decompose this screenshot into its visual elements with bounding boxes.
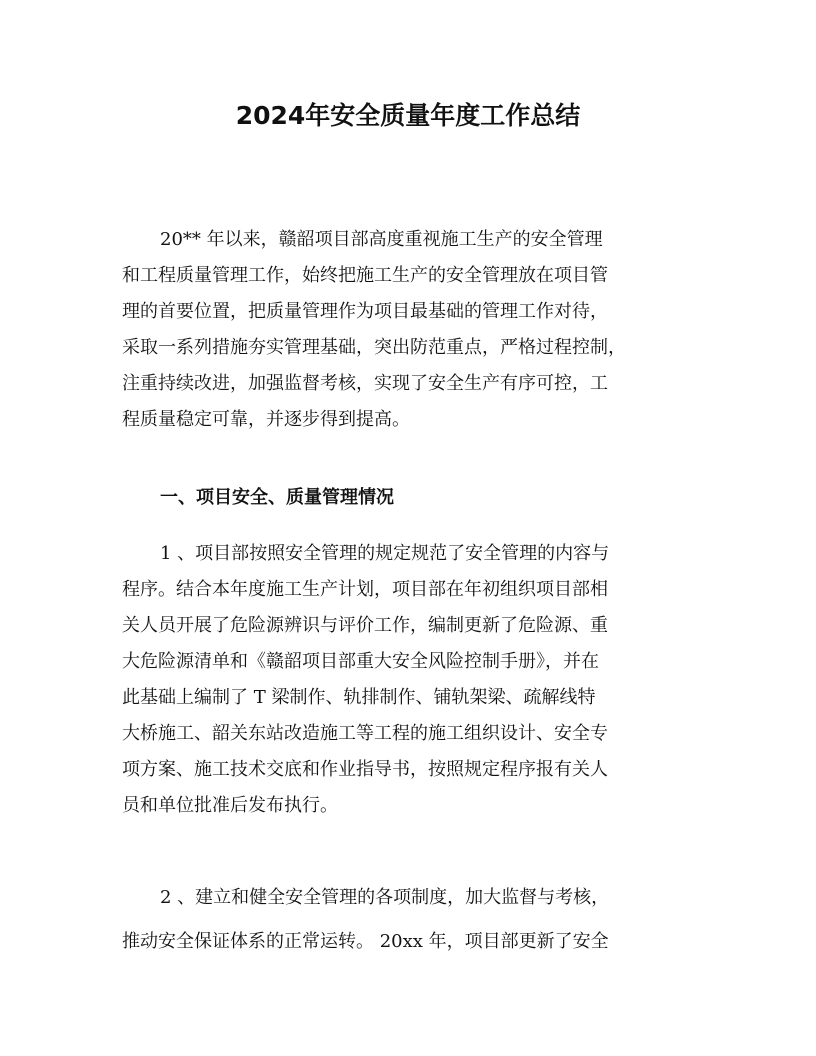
paragraph-line: 程序。结合本年度施工生产计划，项目部在年初组织项目部相 (122, 579, 608, 600)
paragraph-line: 注重持续改进，加强监督考核，实现了安全生产有序可控，工 (122, 373, 608, 394)
paragraph-line: 推动安全保证体系的正常运转。 20xx 年，项目部更新了安全 (122, 931, 609, 952)
paragraph-line: 程质量稳定可靠，并逐步得到提高。 (122, 409, 410, 430)
paragraph-line: 理的首要位置，把质量管理作为项目最基础的管理工作对待， (122, 301, 608, 322)
paragraph-line: 员和单位批准后发布执行。 (122, 795, 338, 816)
paragraph-line: 采取一系列措施夯实管理基础，突出防范重点，严格过程控制， (122, 337, 626, 358)
paragraph-line: 大危险源清单和《赣韶项目部重大安全风险控制手册》，并在 (122, 651, 599, 672)
paragraph-line: 此基础上编制了 T 梁制作、轨排制作、铺轨架梁、疏解线特 (122, 687, 596, 708)
paragraph-line: 和工程质量管理工作，始终把施工生产的安全管理放在项目管 (122, 265, 608, 286)
paragraph-line: 大桥施工、韶关东站改造施工等工程的施工组织设计、安全专 (122, 723, 608, 744)
paragraph-line: 1 、项目部按照安全管理的规定规范了安全管理的内容与 (160, 543, 610, 564)
paragraph-line: 关人员开展了危险源辨识与评价工作，编制更新了危险源、重 (122, 615, 608, 636)
document-title: 2024年安全质量年度工作总结 (235, 101, 581, 130)
paragraph-line: 20** 年以来，赣韶项目部高度重视施工生产的安全管理 (160, 229, 603, 250)
section-heading: 一、项目安全、质量管理情况 (160, 487, 394, 508)
paragraph-line: 2 、建立和健全安全管理的各项制度，加大监督与考核， (160, 887, 610, 908)
paragraph-line: 项方案、施工技术交底和作业指导书，按照规定程序报有关人 (122, 759, 608, 780)
